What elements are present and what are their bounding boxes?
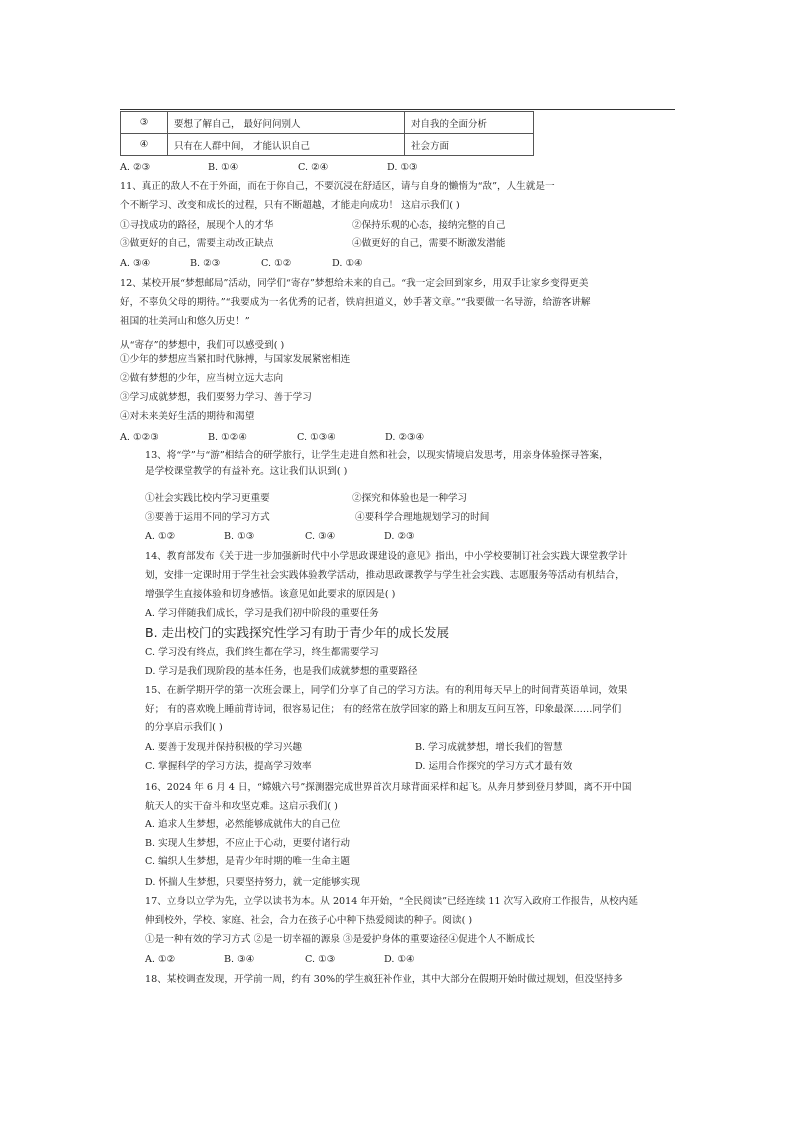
q16-stem-line: 航天人的实干奋斗和攻坚克难。这启示我们( ) — [145, 801, 338, 812]
q15-stem-line: 好； 有的喜欢晚上睡前背诗词，很容易记住； 有的经常在放学回家的路上和朋友互问互答，印象最深……同学们 — [145, 704, 622, 715]
q12-item: ④对未来美好生活的期待和渴望 — [120, 411, 255, 422]
q17-option-c: C. ①③ — [305, 954, 336, 965]
q10-option-d: D. ①③ — [387, 162, 418, 173]
q11-option-d: D. ①④ — [332, 258, 363, 269]
q13-item: ④要科学合理地规划学习的时间 — [355, 512, 490, 523]
q18-stem-line: 18、某校调查发现，开学前一周，约有 30%的学生疯狂补作业，其中大部分在假期开始时做过规划，但没坚持多 — [145, 974, 623, 985]
q11-option-a: A. ③④ — [120, 258, 151, 269]
q13-option-b: B. ①③ — [224, 531, 255, 542]
q16-option-a: A. 追求人生梦想，必然能够成就伟大的自己位 — [145, 819, 341, 830]
q12-option-c: C. ①③④ — [297, 432, 336, 443]
q15-option-a: A. 要善于发现并保持积极的学习兴趣 — [145, 742, 302, 753]
q11-stem-line: 个不断学习、改变和成长的过程，只有不断超越，才能走向成功！ 这启示我们( ) — [120, 200, 460, 211]
q17-option-d: D. ①④ — [384, 954, 415, 965]
q17-option-a: A. ①② — [145, 954, 176, 965]
row-category: 社会方面 — [405, 134, 534, 156]
q15-stem-line: 15、在新学期开学的第一次班会课上，同学们分享了自己的学习方法。有的利用每天早上的时间背英语单词，效果 — [145, 685, 628, 696]
q15-stem-line: 的分享启示我们( ) — [145, 722, 223, 733]
q12-stem-line: 祖国的壮美河山和悠久历史！” — [120, 316, 250, 327]
q13-item: ②探究和体验也是一种学习 — [352, 493, 468, 504]
q11-option-c: C. ①② — [261, 258, 292, 269]
q14-stem-line: 划，安排一定课时用于学生社会实践体验教学活动，推动思政课教学与学生社会实践、志愿服务等活动有机结合， — [145, 570, 625, 581]
q14-stem-line: 增强学生直接体验和切身感悟。该意见如此要求的原因是( ) — [145, 589, 396, 600]
q13-stem-line: 是学校课堂教学的有益补充。这让我们认识到( ) — [145, 466, 348, 477]
q16-stem-line: 16、2024 年 6 月 4 日，“嫦娥六号”探测器完成世界首次月球背面采样和起飞。从奔月梦到登月梦圆，离不开中国 — [145, 782, 632, 793]
q11-item: ①寻找成功的路径，展现个人的才华 — [120, 220, 274, 231]
q10-option-c: C. ②④ — [298, 162, 329, 173]
q13-option-c: C. ③④ — [305, 531, 336, 542]
row-number: ④ — [121, 134, 168, 156]
q15-option-b: B. 学习成就梦想，增长我们的智慧 — [415, 742, 563, 753]
q11-item: ④做更好的自己，需要不断激发潜能 — [352, 238, 506, 249]
q13-option-a: A. ①② — [145, 531, 176, 542]
q16-option-b: B. 实现人生梦想，不应止于心动，更要付诸行动 — [145, 838, 351, 849]
q12-stem-line: 从“寄存”的梦想中，我们可以感受到( ) — [120, 340, 285, 351]
q10-option-b: B. ①④ — [208, 162, 239, 173]
q12-item: ②做有梦想的少年，应当树立远大志向 — [120, 373, 284, 384]
q12-option-d: D. ②③④ — [385, 432, 425, 443]
row-text: 要想了解自己， 最好问问别人 — [168, 112, 405, 134]
q17-option-b: B. ③④ — [224, 954, 255, 965]
q14-option-c: C. 学习没有终点，我们终生都在学习，终生都需要学习 — [145, 647, 379, 658]
q12-option-a: A. ①②③ — [120, 432, 159, 443]
q14-option-a: A. 学习伴随我们成长，学习是我们初中阶段的重要任务 — [145, 608, 379, 619]
q12-stem-line: 好，不辜负父母的期待。”“我要成为一名优秀的记者，铁肩担道义，妙手著文章。”“我要做一名导游，给游客讲解 — [120, 297, 591, 308]
row-text: 只有在人群中间， 才能认识自己 — [168, 134, 405, 156]
q16-option-c: C. 编织人生梦想，是青少年时期的唯一生命主题 — [145, 856, 350, 867]
q12-stem-line: 12、某校开展“梦想邮局”活动，同学们“寄存”梦想给未来的自己。“我一定会回到家乡，用双手让家乡变得更美 — [120, 278, 589, 289]
q11-stem-line: 11、真正的敌人不在于外面，而在于你自己，不要沉浸在舒适区，请与自身的懒惰为“敌”，人生就是一 — [120, 181, 555, 192]
q11-item: ③做更好的自己，需要主动改正缺点 — [120, 238, 274, 249]
q13-option-d: D. ②③ — [384, 531, 415, 542]
q11-item: ②保持乐观的心态，接纳完整的自己 — [352, 220, 506, 231]
self-knowledge-table — [120, 111, 534, 156]
q12-item: ①少年的梦想应当紧扣时代脉搏，与国家发展紧密相连 — [120, 354, 351, 365]
q13-stem-line: 13、将“学”与“游”相结合的研学旅行，让学生走进自然和社会，以现实情境启发思考，用亲身体验探寻答案， — [145, 450, 609, 461]
q13-item: ③要善于运用不同的学习方式 — [145, 512, 270, 523]
header-rule — [120, 109, 675, 110]
q15-option-d: D. 运用合作探究的学习方式才最有效 — [415, 761, 573, 772]
q13-item: ①社会实践比校内学习更重要 — [145, 493, 270, 504]
q14-option-d: D. 学习是我们现阶段的基本任务，也是我们成就梦想的重要路径 — [145, 666, 418, 677]
q11-option-b: B. ②③ — [190, 258, 221, 269]
q17-stem-line: 伸到校外，学校、家庭、社会，合力在孩子心中种下热爱阅读的种子。阅读( ) — [145, 915, 473, 926]
row-category: 对自我的全面分析 — [405, 112, 534, 134]
q15-option-c: C. 掌握科学的学习方法，提高学习效率 — [145, 761, 312, 772]
table-row — [121, 134, 534, 156]
q17-stem-line: 17、立身以立学为先，立学以读书为本。从 2014 年开始，“全民阅读”已经连续 11 次写入政府工作报告，从校内延 — [145, 896, 638, 907]
q16-option-d: D. 怀揣人生梦想，只要坚持努力，就一定能够实现 — [145, 877, 360, 888]
q12-option-b: B. ①②④ — [208, 432, 247, 443]
q17-item: ①是一种有效的学习方式 ②是一切幸福的源泉 ③是爱护身体的重要途径④促进个人不断成长 — [145, 934, 535, 945]
q12-item: ③学习成就梦想，我们要努力学习、善于学习 — [120, 392, 312, 403]
q14-stem-line: 14、教育部发布《关于进一步加强新时代中小学思政课建设的意见》指出，中小学校要制订社会实践大课堂教学计 — [145, 551, 628, 562]
q14-option-b: B. 走出校门的实践探究性学习有助于青少年的成长发展 — [145, 625, 450, 640]
q10-option-a: A. ②③ — [120, 162, 151, 173]
table-row — [121, 112, 534, 134]
row-number: ③ — [121, 112, 168, 134]
